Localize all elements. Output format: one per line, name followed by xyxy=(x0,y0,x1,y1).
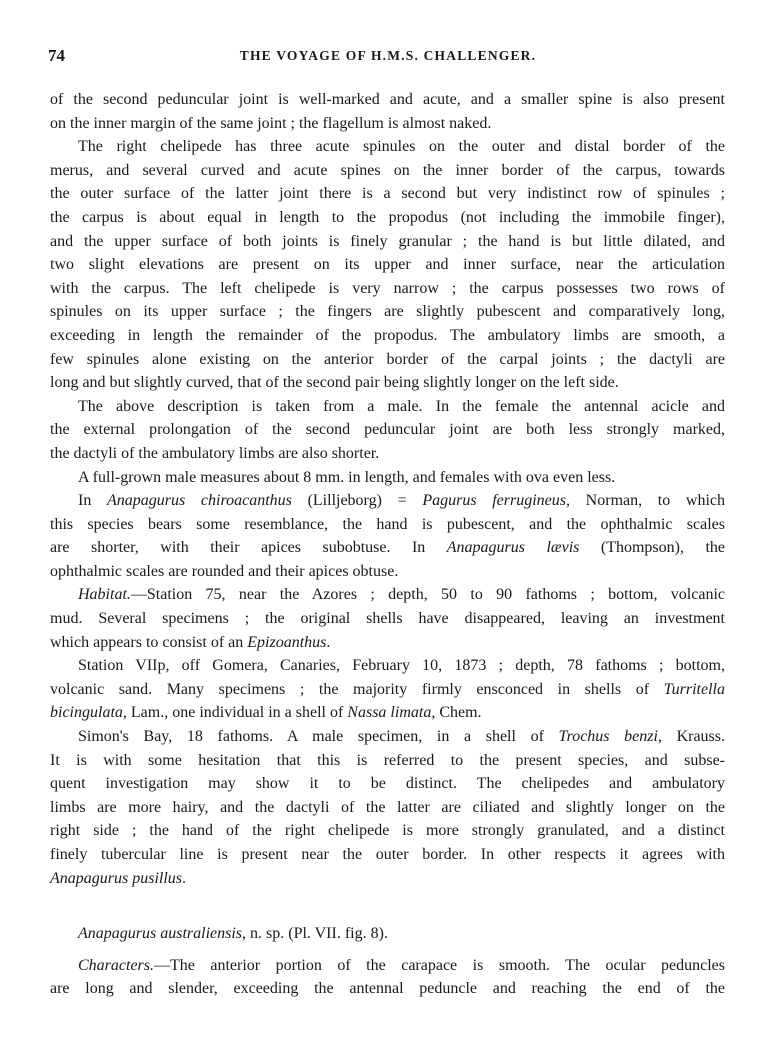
text-line: the carpus is about equal in length to the propodus (not including the immobile finger), xyxy=(50,208,725,226)
text-line: this species bears some resemblance, the hand is pubescent, and the ophthalmic scales xyxy=(50,515,725,533)
text-line: ophthalmic scales are rounded and their apices obtuse. xyxy=(50,562,399,580)
text-line: the dactyli of the ambulatory limbs are also shorter. xyxy=(50,444,380,462)
text-line: mud. Several specimens ; the original shells have disappeared, leaving an investment xyxy=(50,610,725,628)
species-heading: Anapagurus australiensis, n. sp. (Pl. VII. fig. 8). xyxy=(78,925,388,943)
section-gap xyxy=(50,946,725,954)
text-line: finely tubercular line is present near the outer border. In other respects it agrees with xyxy=(50,846,725,863)
text-line: quent investigation may show it to be distinct. The chelipedes and ambulatory xyxy=(50,775,725,793)
text-line: Habitat.—Station 75, near the Azores ; depth, 50 to 90 fathoms ; bottom, volcanic xyxy=(78,586,725,604)
text-line: The right chelipede has three acute spinules on the outer and distal border of the xyxy=(78,138,725,156)
text-line: on the inner margin of the same joint ; the flagellum is almost naked. xyxy=(50,114,492,132)
text-line: few spinules alone existing on the anterior border of the carpal joints ; the dactyli are xyxy=(50,350,725,368)
text-line: long and but slightly curved, that of the second pair being slightly longer on the left side. xyxy=(50,374,619,392)
text-line: with the carpus. The left chelipede is very narrow ; the carpus possesses two rows of xyxy=(50,279,725,297)
text-line: bicingulata, Lam., one individual in a shell of Nassa limata, Chem. xyxy=(50,704,482,722)
text-line: limbs are more hairy, and the dactyli of the latter are ciliated and slightly longer on the xyxy=(50,798,725,816)
text-line: which appears to consist of an Epizoanthus. xyxy=(50,633,331,651)
body-text xyxy=(50,88,725,1001)
text-line: are long and slender, exceeding the antennal peduncle and reaching the end of the xyxy=(50,980,725,998)
text-line: Simon's Bay, 18 fathoms. A male specimen, in a shell of Trochus benzi, Krauss. xyxy=(78,728,726,746)
section-gap xyxy=(50,890,725,922)
page-header xyxy=(48,46,728,70)
text-line: Station VIIp, off Gomera, Canaries, February 10, 1873 ; depth, 78 fathoms ; bottom, xyxy=(78,657,725,675)
text-line: are shorter, with their apices subobtuse. In Anapagurus lævis (Thompson), the xyxy=(50,539,726,557)
page-number: 74 xyxy=(48,46,65,65)
text-line: the outer surface of the latter joint there is a second but very indistinct row of spinules ; xyxy=(50,185,725,203)
text-line: Characters.—The anterior portion of the carapace is smooth. The ocular peduncles xyxy=(78,956,725,974)
text-line: the external prolongation of the second peduncular joint are both less strongly marked, xyxy=(50,421,725,439)
text-line: and the upper surface of both joints is finely granular ; the hand is but little dilated, and xyxy=(50,232,725,250)
text-line: merus, and several curved and acute spines on the inner border of the carpus, towards xyxy=(50,161,725,179)
running-title: THE VOYAGE OF H.M.S. CHALLENGER. xyxy=(239,48,537,63)
text-line: Anapagurus pusillus. xyxy=(50,869,187,887)
text-line: of the second peduncular joint is well-marked and acute, and a smaller spine is also present xyxy=(50,91,725,108)
text-line: volcanic sand. Many specimens ; the majority firmly ensconced in shells of Turritella xyxy=(50,680,725,698)
text-line: The above description is taken from a male. In the female the antennal acicle and xyxy=(78,397,725,415)
text-line: two slight elevations are present on its upper and inner surface, near the articulation xyxy=(50,256,725,274)
text-line: In Anapagurus chiroacanthus (Lilljeborg) = Pagurus ferrugineus, Norman, to which xyxy=(78,492,726,510)
text-line: It is with some hesitation that this is referred to the present species, and subse- xyxy=(50,751,725,769)
text-line: spinules on its upper surface ; the fingers are slightly pubescent and comparatively long, xyxy=(50,303,725,321)
text-line: right side ; the hand of the right chelipede is more strongly granulated, and a distinct xyxy=(50,822,725,840)
text-line: A full-grown male measures about 8 mm. in length, and females with ova even less. xyxy=(78,468,616,486)
text-line: exceeding in length the remainder of the propodus. The ambulatory limbs are smooth, a xyxy=(50,326,725,344)
